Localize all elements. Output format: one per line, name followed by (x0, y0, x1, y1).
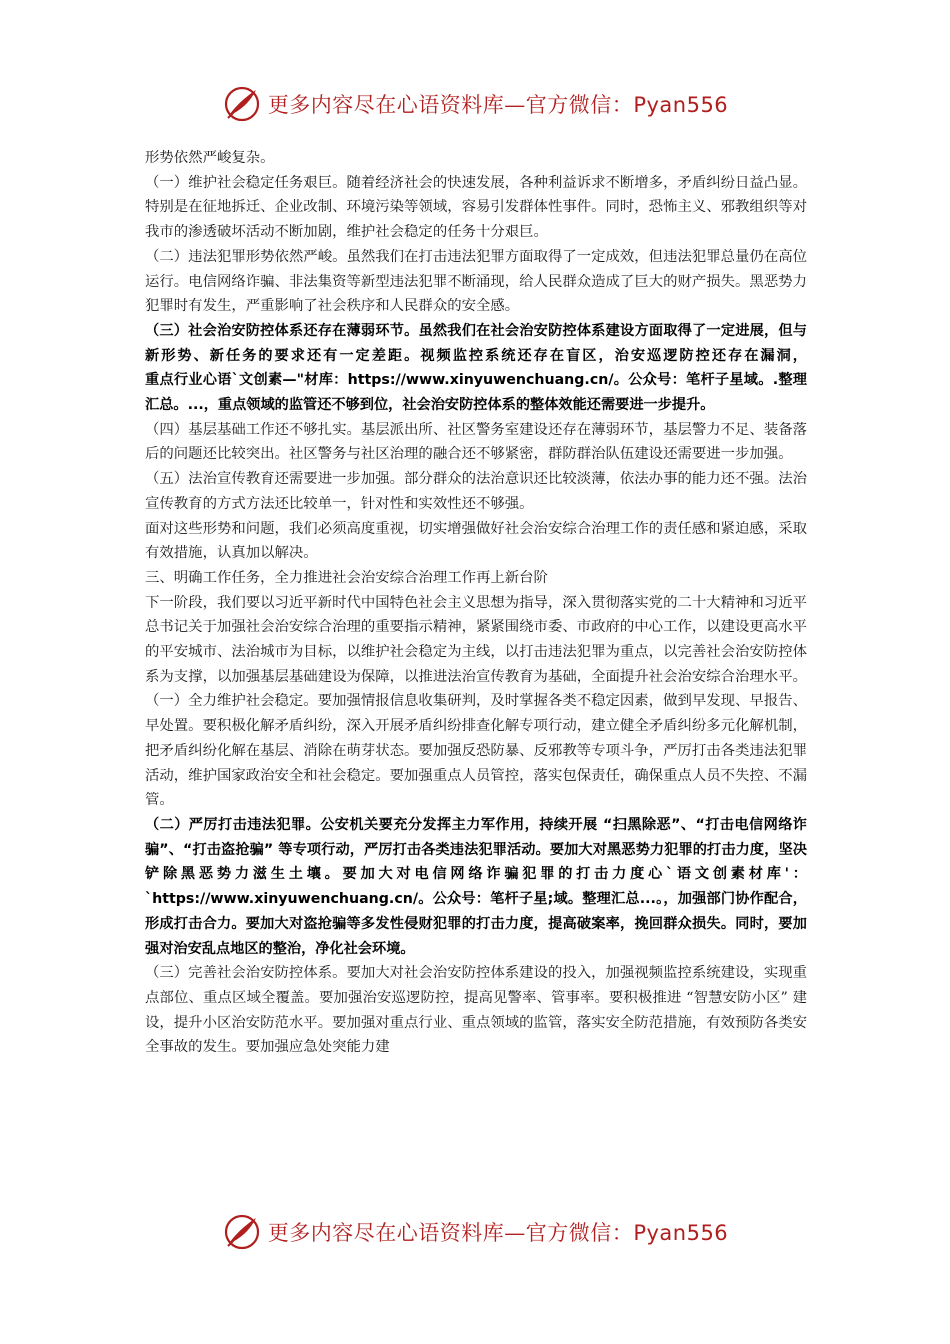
paragraph: 下一阶段，我们要以习近平新时代中国特色社会主义思想为指导，深入贯彻落实党的二十大精神和习近平总书记关于加强社会治安综合治理的重要指示精神，紧紧围绕市委、市政府的中心工作，以建设更高水平的平安城市、法治城市为目标，以维护社会稳定为主线，以打击违法犯罪为重点，以完善社会治安防控体系为支撑，以加强基层基础建设为保障，以推进法治宣传教育为基础，全面提升社会治安综合治理水平。 (145, 594, 807, 685)
wechat-id: Pyan556 (633, 1221, 729, 1245)
paragraph: （四）基层基础工作还不够扎实。基层派出所、社区警务室建设还存在薄弱环节，基层警力不足、装备落后的问题还比较突出。社区警务与社区治理的融合还不够紧密，群防群治队伍建设还需要进一步加强。 (145, 421, 807, 463)
banner-text: 更多内容尽在心语资料库—官方微信：Pyan556 (267, 93, 729, 117)
banner-text: 更多内容尽在心语资料库—官方微信：Pyan556 (267, 1221, 729, 1245)
document-body (145, 146, 807, 1060)
paragraph: （三）完善社会治安防控体系。要加大对社会治安防控体系建设的投入，加强视频监控系统建设，实现重点部位、重点区域全覆盖。要加强治安巡逻防控，提高见警率、管事率。要积极推进 “智慧安防小区” 建设，提升小区治安防范水平。要加强对重点行业、重点领域的监管，落实安全防范措施，有效预防各类安全事故的发生。要加强应急处突能力建 (145, 965, 807, 1056)
footer-banner (0, 1210, 950, 1254)
bold-paragraph: （三）社会治安防控体系还存在薄弱环节。虽然我们在社会治安防控体系建设方面取得了一定进展，但与新形势、新任务的要求还有一定差距。视频监控系统还存在盲区，治安巡逻防控还存在漏洞， (145, 322, 807, 364)
wechat-id: Pyan556 (633, 93, 729, 117)
paragraph: （五）法治宣传教育还需要进一步加强。部分群众的法治意识还比较淡薄，依法办事的能力还不强。法治宣传教育的方式方法还比较单一，针对性和实效性还不够强。 (145, 471, 807, 512)
quill-pen-logo-icon (222, 84, 262, 124)
section-heading: 三、明确工作任务，全力推进社会治安综合治理工作再上新台阶 (145, 569, 548, 586)
header-banner (0, 82, 950, 126)
paragraph: 形势依然严峻复杂。 (145, 150, 275, 166)
quill-pen-logo-icon (222, 1212, 262, 1252)
paragraph: 面对这些形势和问题，我们必须高度重视，切实增强做好社会治安综合治理工作的责任感和紧迫感，采取有效措施，认真加以解决。 (145, 520, 807, 562)
paragraph: （一）维护社会稳定任务艰巨。随着经济社会的快速发展，各种利益诉求不断增多，矛盾纠纷日益凸显。特别是在征地拆迁、企业改制、环境污染等领域，容易引发群体性事件。同时，恐怖主义、邪教组织等对我市的渗透破坏活动不断加剧，维护社会稳定的任务十分艰巨。 (145, 174, 807, 241)
paragraph: （一）全力维护社会稳定。要加强情报信息收集研判，及时掌握各类不稳定因素，做到早发现、早报告、早处置。要积极化解矛盾纠纷，深入开展矛盾纠纷排查化解专项行动，建立健全矛盾纠纷多元化解机制，把矛盾纠纷化解在基层、消除在萌芽状态。要加强反恐防暴、反邪教等专项斗争，严厉打击各类违法犯罪活动，维护国家政治安全和社会稳定。要加强重点人员管控，落实包保责任，确保重点人员不失控、不漏管。 (145, 693, 807, 809)
paragraph: （二）违法犯罪形势依然严峻。虽然我们在打击违法犯罪方面取得了一定成效，但违法犯罪总量仍在高位运行。电信网络诈骗、非法集资等新型违法犯罪不断涌现，给人民群众造成了巨大的财产损失。黑恶势力犯罪时有发生，严重影响了社会秩序和人民群众的安全感。 (145, 248, 807, 315)
bold-paragraph: （二）严厉打击违法犯罪。公安机关要充分发挥主力军作用，持续开展 “扫黑除恶”、“打击电信网络诈骗”、“打击盗抢骗” 等专项行动，严厉打击各类违法犯罪活动。要加大对黑恶势力犯罪的打击力度，坚决铲除黑恶势力滋生土壤。要加大对电信网络诈骗犯罪的打击力度心`语文创素材库'：`https://www.xinyuwenchuang.cn/。公众号：笔杆子星;域。整理汇总...。，加强部门协作配合，形成打击合力。要加大对盗抢骗等多发性侵财犯罪的打击力度，提高破案率，挽回群众损失。同时，要加强对治安乱点地区的整治，净化社会环境。 (145, 816, 807, 957)
bold-paragraph: 重点行业心语`文创素—"材库：https://www.xinyuwenchuang.cn/。公众号：笔杆子星域。.整理汇总。...，重点领域的监管还不够到位，社会治安防控体系的整体效能还需要进一步提升。 (145, 372, 807, 414)
